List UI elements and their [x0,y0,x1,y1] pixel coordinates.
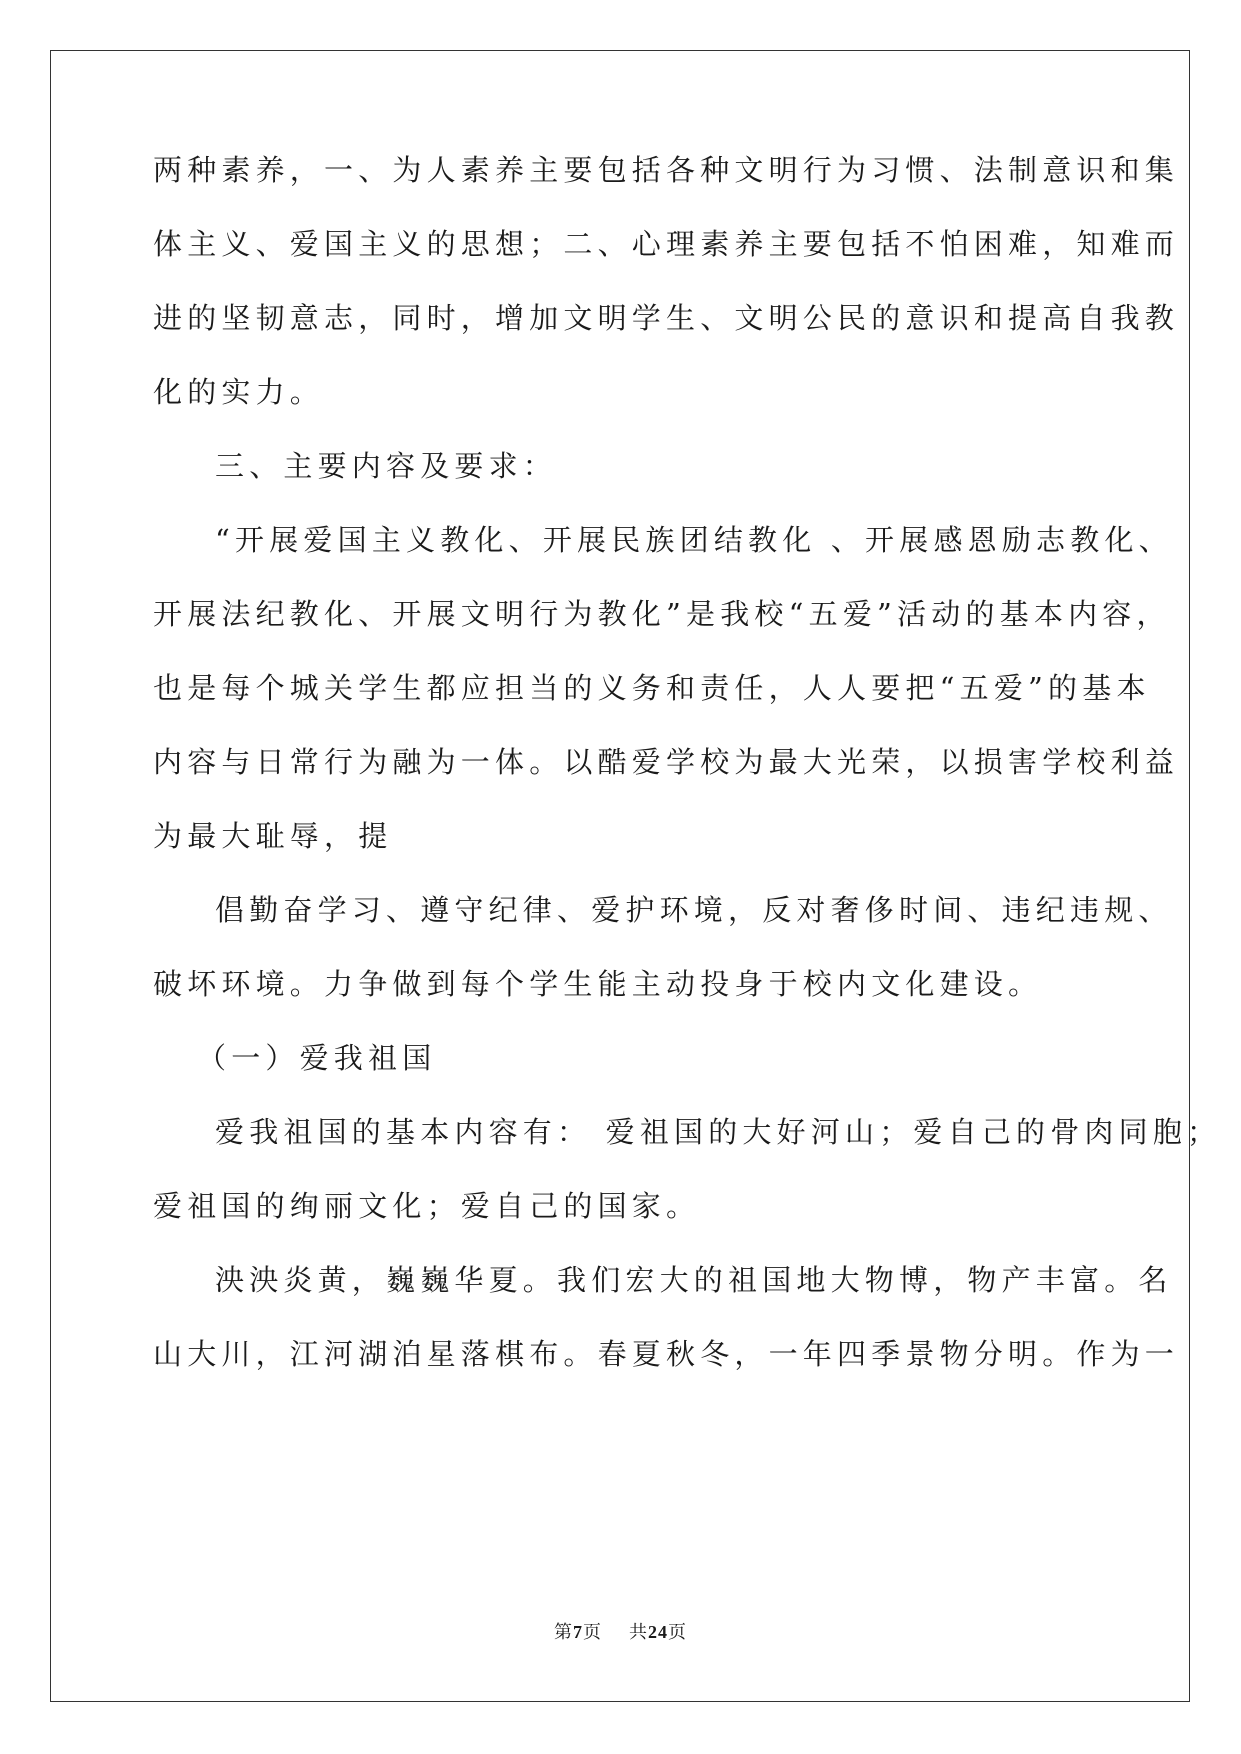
footer-page-number: 7 [573,1622,584,1642]
page-footer [0,1618,1241,1644]
footer-total-pages: 24 [647,1622,668,1642]
body-line: 爱我祖国的基本内容有： 爱祖国的大好河山；爱自己的骨肉同胞； [215,1115,1222,1149]
body-line: 开展法纪教化、开展文明行为教化”是我校“五爱”活动的基本内容， [153,597,1171,631]
body-line: 爱祖国的绚丽文化；爱自己的国家。 [153,1189,701,1223]
footer-total-prefix: 共 [628,1622,648,1643]
footer-page-suffix: 页 [583,1622,603,1643]
section-heading: 三、主要内容及要求： [215,449,558,483]
body-line: 山大川，江河湖泊星落棋布。春夏秋冬，一年四季景物分明。作为一 [153,1337,1180,1371]
subsection-heading: （一）爱我祖国 [197,1041,437,1075]
body-line: 体主义、爱国主义的思想；二、心理素养主要包括不怕困难，知难而 [153,227,1180,261]
body-line: “开展爱国主义教化、开展民族团结教化 、开展感恩励志教化、 [215,523,1173,557]
footer-page-prefix: 第 [554,1622,574,1643]
body-line: 也是每个城关学生都应担当的义务和责任，人人要把“五爱”的基本 [153,671,1151,705]
body-line: 两种素养，一、为人素养主要包括各种文明行为习惯、法制意识和集 [153,153,1180,187]
body-line: 为最大耻辱，提 [153,819,393,853]
body-line: 泱泱炎黄，巍巍华夏。我们宏大的祖国地大物博，物产丰富。名 [215,1263,1173,1297]
body-line: 倡勤奋学习、遵守纪律、爱护环境，反对奢侈时间、违纪违规、 [215,893,1173,927]
body-line: 化的实力。 [153,375,325,409]
body-line: 内容与日常行为融为一体。以酷爱学校为最大光荣，以损害学校利益 [153,745,1180,779]
body-line: 进的坚韧意志，同时，增加文明学生、文明公民的意识和提高自我教 [153,301,1180,335]
body-line: 破坏环境。力争做到每个学生能主动投身于校内文化建设。 [153,967,1043,1001]
footer-total-suffix: 页 [667,1622,687,1643]
